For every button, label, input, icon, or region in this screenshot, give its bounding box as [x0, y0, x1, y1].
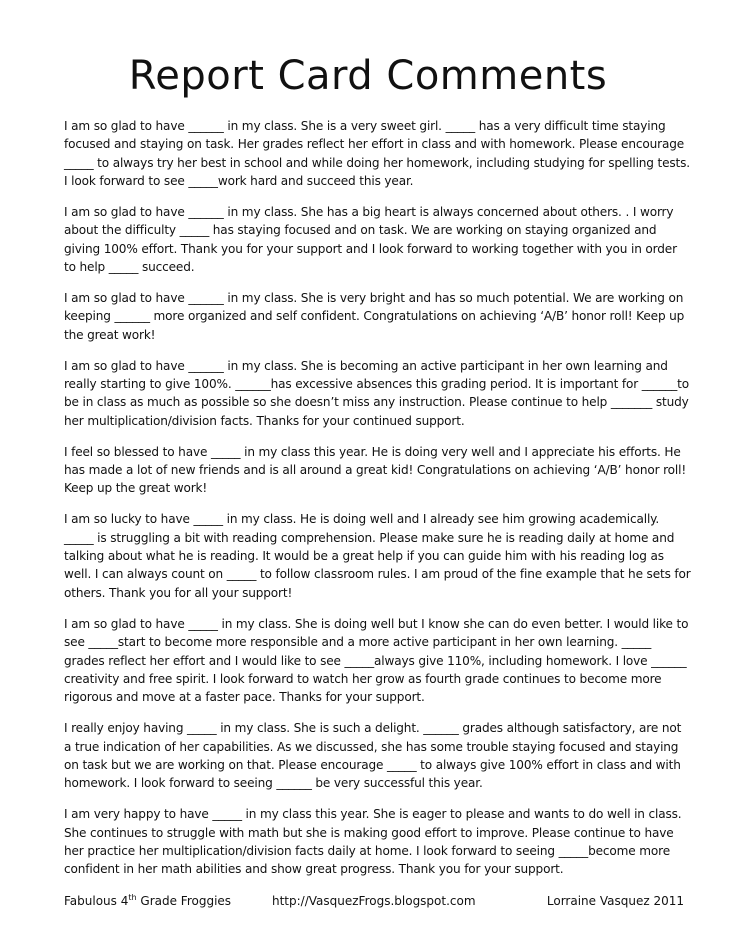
- page-footer: [64, 892, 684, 910]
- footer-class-prefix: Fabulous 4: [64, 894, 129, 908]
- comment-paragraph-9: I am very happy to have _____ in my class this year. She is eager to please and wants to do well in class. She continues to struggle with math but she is making good effort to improve. Please continue to have her practice her multiplication/division facts daily at home. I look forward to seeing _____become more confident in her math abilities and show great progress. Thank you for your support.: [64, 807, 682, 877]
- comment-paragraph-1: I am so glad to have ______ in my class. She is a very sweet girl. _____ has a very difficult time staying focused and staying on task. Her grades reflect her effort in class and with homework. Please encourage _____ to always try her best in school and while doing her homework, including studying for spelling tests. I look forward to see _____work hard and succeed this year.: [64, 119, 690, 189]
- footer-author: Lorraine Vasquez 2011: [546, 894, 684, 908]
- page-title: Report Card Comments: [128, 53, 608, 99]
- comments-list: [64, 117, 692, 891]
- footer-class-suffix: Grade Froggies: [136, 894, 232, 908]
- comment-paragraph-8: I really enjoy having _____ in my class. She is such a delight. ______ grades although satisfactory, are not a true indication of her capabilities. As we discussed, she has some trouble staying focused and staying on task but we are working on that. Please encourage _____ to always give 100% effort in class and with homework. I look forward to seeing ______ be very successful this year.: [64, 721, 682, 791]
- footer-class-superscript: th: [128, 893, 137, 902]
- comment-paragraph-2: I am so glad to have ______ in my class. She has a big heart is always concerned about others. . I worry about the difficulty _____ has staying focused and on task. We are working on staying organized and giving 100% effort. Thank you for your support and I look forward to working together with you in order to help _____ succeed.: [64, 205, 677, 275]
- comment-paragraph-5: I feel so blessed to have _____ in my class this year. He is doing very well and I appreciate his efforts. He has made a lot of new friends and is all around a great kid! Congratulations on achieving ‘A/B’ honor roll! Keep up the great work!: [64, 444, 687, 496]
- comment-paragraph-3: I am so glad to have ______ in my class. She is very bright and has so much potential. We are working on keeping ______ more organized and self confident. Congratulations on achieving ‘A/B’ honor roll! Keep up the great work!: [64, 291, 685, 342]
- footer-blog-url[interactable]: http://VasquezFrogs.blogspot.com: [272, 894, 476, 908]
- comment-paragraph-4: I am so glad to have ______ in my class. She is becoming an active participant in her own learning and really starting to give 100%. ______has excessive absences this grading period. It is important for ______to be in class as much as possible so she doesn’t miss any instruction. Please continue to help _______ study her multiplication/division facts. Thanks for your continued support.: [64, 358, 689, 428]
- footer-class-name: [64, 892, 231, 910]
- comment-paragraph-6: I am so lucky to have _____ in my class. He is doing well and I already see him growing academically. _____ is struggling a bit with reading comprehension. Please make sure he is reading daily at home and talking about what he is reading. It would be a great help if you can guide him with his reading log as well. I can always count on _____ to follow classroom rules. I am proud of the fine example that he sets for others. Thank you for all your support!: [64, 512, 691, 600]
- comment-paragraph-7: I am so glad to have _____ in my class. She is doing well but I know she can do even better. I would like to see _____start to become more responsible and a more active participant in her own learning. _____ grades reflect her effort and I would like to see _____always give 110%, including homework. I love ______ creativity and free spirit. I look forward to watch her grow as fourth grade continues to become more rigorous and move at a faster pace. Thanks for your support.: [64, 616, 689, 705]
